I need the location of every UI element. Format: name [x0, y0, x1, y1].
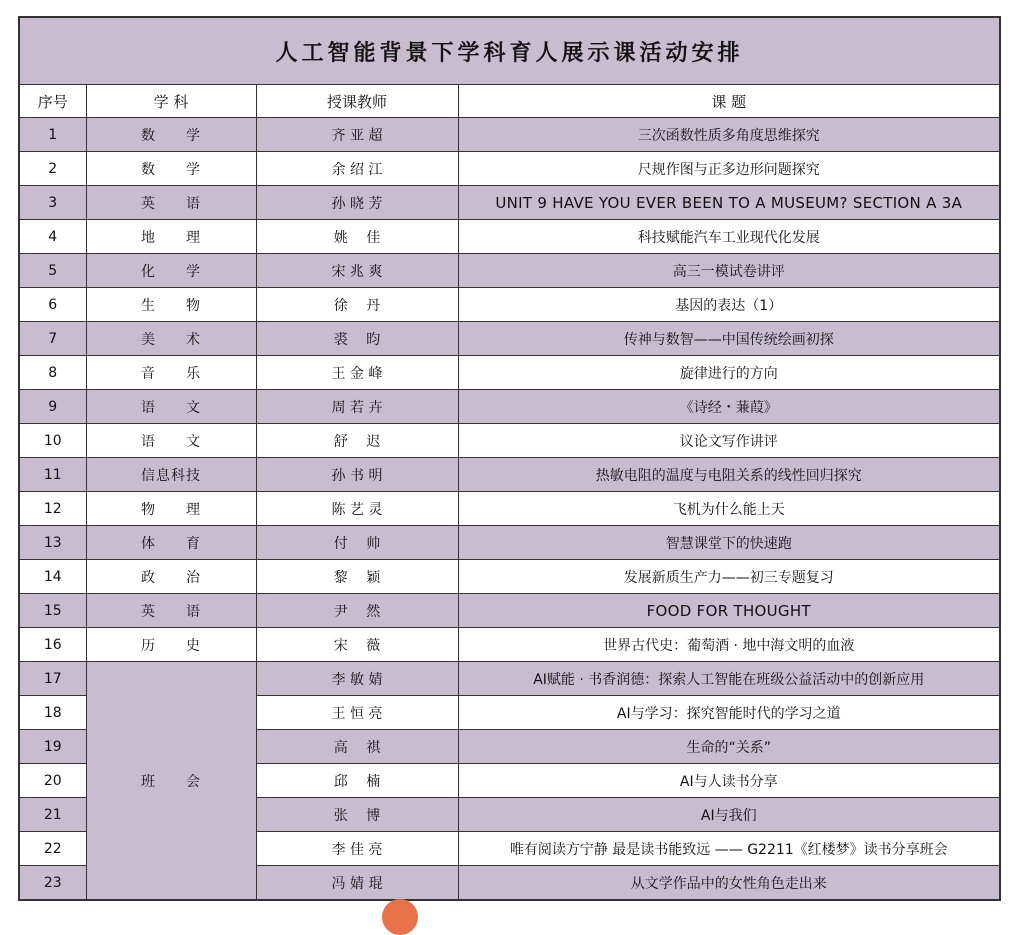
row-subject: 化 学	[86, 254, 256, 288]
row-subject: 信息科技	[86, 458, 256, 492]
row-topic: FOOD FOR THOUGHT	[458, 594, 1000, 628]
row-topic: AI赋能 · 书香润德：探索人工智能在班级公益活动中的创新应用	[458, 662, 1000, 696]
row-teacher: 裘 昀	[256, 322, 458, 356]
header-row	[19, 85, 1000, 118]
table-row	[19, 628, 1000, 662]
row-subject: 语 文	[86, 390, 256, 424]
table-row	[19, 118, 1000, 152]
table-row	[19, 390, 1000, 424]
row-topic: 热敏电阻的温度与电阻关系的线性回归探究	[458, 458, 1000, 492]
row-teacher: 陈 艺 灵	[256, 492, 458, 526]
row-subject: 历 史	[86, 628, 256, 662]
row-topic: 生命的“关系”	[458, 730, 1000, 764]
row-number: 12	[19, 492, 86, 526]
table-row	[19, 152, 1000, 186]
row-number: 8	[19, 356, 86, 390]
row-teacher: 孙 晓 芳	[256, 186, 458, 220]
row-number: 10	[19, 424, 86, 458]
row-number: 9	[19, 390, 86, 424]
row-topic: 智慧课堂下的快速跑	[458, 526, 1000, 560]
table-row	[19, 458, 1000, 492]
row-subject: 政 治	[86, 560, 256, 594]
row-topic: 《诗经・蒹葭》	[458, 390, 1000, 424]
row-topic: 科技赋能汽车工业现代化发展	[458, 220, 1000, 254]
row-number: 3	[19, 186, 86, 220]
row-teacher: 冯 婧 琨	[256, 866, 458, 901]
row-teacher: 姚 佳	[256, 220, 458, 254]
row-number: 2	[19, 152, 86, 186]
row-subject: 语 文	[86, 424, 256, 458]
table-row	[19, 526, 1000, 560]
row-topic: 唯有阅读方宁静 最是读书能致远 —— G2211《红楼梦》读书分享班会	[458, 832, 1000, 866]
table-row	[19, 594, 1000, 628]
row-teacher: 宋 兆 爽	[256, 254, 458, 288]
row-topic: AI与人读书分享	[458, 764, 1000, 798]
row-subject: 音 乐	[86, 356, 256, 390]
row-topic: 从文学作品中的女性角色走出来	[458, 866, 1000, 901]
row-topic: 三次函数性质多角度思维探究	[458, 118, 1000, 152]
header-no: 序号	[19, 85, 86, 118]
row-number: 15	[19, 594, 86, 628]
row-subject-merged: 班 会	[86, 662, 256, 901]
row-number: 23	[19, 866, 86, 901]
row-number: 11	[19, 458, 86, 492]
row-teacher: 王 恒 亮	[256, 696, 458, 730]
row-topic: 议论文写作讲评	[458, 424, 1000, 458]
table-row	[19, 492, 1000, 526]
row-topic: 飞机为什么能上天	[458, 492, 1000, 526]
row-subject: 地 理	[86, 220, 256, 254]
row-topic: 尺规作图与正多边形问题探究	[458, 152, 1000, 186]
title-row	[19, 17, 1000, 85]
row-number: 4	[19, 220, 86, 254]
row-number: 14	[19, 560, 86, 594]
table-row	[19, 220, 1000, 254]
row-subject: 英 语	[86, 594, 256, 628]
row-topic: AI与学习：探究智能时代的学习之道	[458, 696, 1000, 730]
row-topic: 传神与数智——中国传统绘画初探	[458, 322, 1000, 356]
row-teacher: 王 金 峰	[256, 356, 458, 390]
row-number: 7	[19, 322, 86, 356]
row-teacher: 张 博	[256, 798, 458, 832]
row-number: 18	[19, 696, 86, 730]
row-number: 21	[19, 798, 86, 832]
row-number: 16	[19, 628, 86, 662]
row-topic: 旋律进行的方向	[458, 356, 1000, 390]
row-teacher: 齐 亚 超	[256, 118, 458, 152]
row-subject: 生 物	[86, 288, 256, 322]
row-teacher: 李 佳 亮	[256, 832, 458, 866]
row-topic: UNIT 9 HAVE YOU EVER BEEN TO A MUSEUM? SECTION A 3A	[458, 186, 1000, 220]
row-number: 20	[19, 764, 86, 798]
row-number: 1	[19, 118, 86, 152]
row-teacher: 邱 楠	[256, 764, 458, 798]
row-teacher: 黎 颖	[256, 560, 458, 594]
schedule-table	[18, 16, 1001, 901]
header-topic: 课 题	[458, 85, 1000, 118]
row-teacher: 孙 书 明	[256, 458, 458, 492]
header-subject: 学 科	[86, 85, 256, 118]
row-number: 5	[19, 254, 86, 288]
header-teacher: 授课教师	[256, 85, 458, 118]
row-subject: 体 育	[86, 526, 256, 560]
table-row	[19, 186, 1000, 220]
row-teacher: 徐 丹	[256, 288, 458, 322]
row-number: 17	[19, 662, 86, 696]
row-teacher: 李 敏 婧	[256, 662, 458, 696]
table-row	[19, 288, 1000, 322]
row-number: 13	[19, 526, 86, 560]
row-subject: 数 学	[86, 152, 256, 186]
row-number: 22	[19, 832, 86, 866]
row-number: 6	[19, 288, 86, 322]
table-row	[19, 254, 1000, 288]
row-teacher: 高 祺	[256, 730, 458, 764]
row-teacher: 舒 迟	[256, 424, 458, 458]
table-row	[19, 560, 1000, 594]
row-number: 19	[19, 730, 86, 764]
row-topic: AI与我们	[458, 798, 1000, 832]
row-subject: 物 理	[86, 492, 256, 526]
row-subject: 数 学	[86, 118, 256, 152]
table-row	[19, 424, 1000, 458]
table-row	[19, 356, 1000, 390]
row-topic: 世界古代史：葡萄酒 · 地中海文明的血液	[458, 628, 1000, 662]
table-row	[19, 662, 1000, 696]
row-subject: 英 语	[86, 186, 256, 220]
table-row	[19, 322, 1000, 356]
row-topic: 高三一模试卷讲评	[458, 254, 1000, 288]
row-topic: 发展新质生产力——初三专题复习	[458, 560, 1000, 594]
row-subject: 美 术	[86, 322, 256, 356]
decorative-circle	[382, 899, 418, 935]
row-teacher: 余 绍 江	[256, 152, 458, 186]
row-teacher: 宋 薇	[256, 628, 458, 662]
row-teacher: 周 若 卉	[256, 390, 458, 424]
table-title: 人工智能背景下学科育人展示课活动安排	[19, 17, 1000, 85]
row-topic: 基因的表达（1）	[458, 288, 1000, 322]
row-teacher: 尹 然	[256, 594, 458, 628]
row-teacher: 付 帅	[256, 526, 458, 560]
